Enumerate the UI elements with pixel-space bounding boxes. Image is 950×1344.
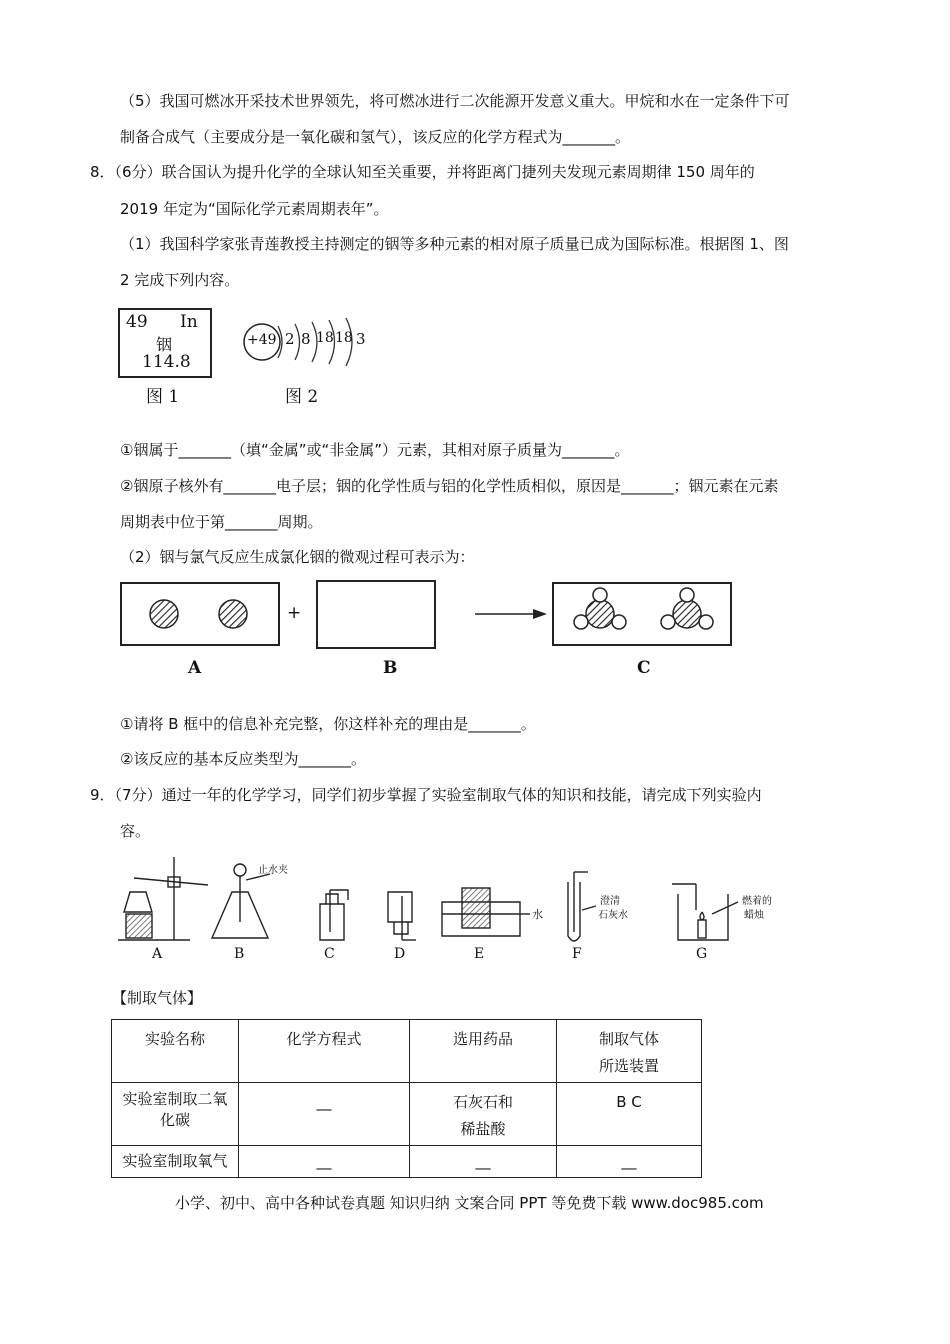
q9-stem-line2: 容。: [120, 822, 151, 840]
table-cell: __: [410, 1146, 557, 1178]
q8-stem-line1: 8．（6分）联合国认为提升化学的全球认知至关重要，并将距离门捷列夫发现元素周期律 150 周年的: [90, 163, 755, 181]
apparatus-diagram: [112, 852, 792, 970]
q7-part5-line2: 制备合成气（主要成分是一氧化碳和氢气），该反应的化学方程式为_______。: [120, 128, 631, 146]
label-a: A: [188, 658, 202, 678]
header-cell: 化学方程式: [239, 1020, 410, 1083]
reaction-plus: +: [287, 603, 302, 623]
q7-part5-line1: （5）我国可燃冰开采技术世界领先，将可燃冰进行二次能源开发意义重大。甲烷和水在一定条件下可: [120, 92, 790, 110]
reaction-diagram: [115, 578, 740, 688]
annot-limewater-1: 澄清: [600, 896, 620, 907]
table-cell: 石灰石和 稀盐酸: [410, 1083, 557, 1146]
apparatus-drawing: [112, 852, 792, 970]
app-label-a: A: [152, 946, 163, 962]
fig1-caption: 图 1: [146, 387, 180, 407]
app-label-f: F: [572, 946, 582, 962]
q8-part2-line: （2）铟与氯气反应生成氯化铟的微观过程可表示为：: [120, 548, 475, 566]
gas-prep-table: [111, 1019, 702, 1178]
q9-stem-line1: 9．（7分）通过一年的化学学习，同学们初步掌握了实验室制取气体的知识和技能，请完成下列实验内: [90, 786, 762, 804]
app-label-e: E: [474, 946, 485, 962]
element-card: [118, 308, 212, 378]
annot-candle-2: 蜡烛: [744, 910, 764, 921]
table-header-row: [112, 1020, 702, 1083]
table-cell: 实验室制取二氧 化碳: [112, 1083, 239, 1146]
page-footer: 小学、初中、高中各种试卷真题 知识归纳 文案合同 PPT 等免费下载 www.doc985.com: [175, 1194, 764, 1212]
header-cell: 选用药品: [410, 1020, 557, 1083]
app-label-b: B: [234, 946, 245, 962]
q8-part1-line2: 2 完成下列内容。: [120, 271, 240, 289]
table-cell: __: [557, 1146, 702, 1178]
shell-2: 8: [301, 330, 311, 348]
q8-sub2-line2: 周期表中位于第_______周期。: [120, 513, 323, 531]
annot-clamp: 止水夹: [258, 865, 288, 876]
shell-1: 2: [285, 330, 295, 348]
table-cell: B C: [557, 1083, 702, 1146]
annot-candle-1: 燃着的: [742, 896, 772, 907]
section-title: 【制取气体】: [112, 989, 203, 1007]
atom-structure: [240, 312, 370, 372]
q8-sub3-line: ①请将 B 框中的信息补充完整，你这样补充的理由是_______。: [120, 715, 536, 733]
shell-5: 3: [356, 330, 366, 348]
table-cell: __: [239, 1083, 410, 1146]
table-row: [112, 1083, 702, 1146]
atomic-number: 49: [126, 312, 148, 332]
shell-3: 18: [316, 330, 334, 346]
q8-sub1-line: ①铟属于_______（填“金属”或“非金属”）元素，其相对原子质量为_______。: [120, 441, 630, 459]
element-symbol: In: [180, 312, 198, 332]
label-b: B: [383, 658, 398, 678]
fig2-caption: 图 2: [285, 387, 319, 407]
element-name: 铟: [156, 335, 173, 354]
q8-sub4-line: ②该反应的基本反应类型为_______。: [120, 750, 366, 768]
shell-4: 18: [335, 330, 353, 346]
annot-limewater-2: 石灰水: [598, 910, 628, 921]
atomic-mass: 114.8: [142, 352, 191, 372]
q8-stem-line2: 2019 年定为“国际化学元素周期表年”。: [120, 200, 389, 218]
annot-water: 水: [532, 908, 543, 921]
table-row: [112, 1146, 702, 1178]
label-c: C: [637, 658, 651, 678]
app-label-c: C: [324, 946, 335, 962]
nucleus-charge: +49: [247, 332, 277, 348]
header-cell: 制取气体 所选装置: [557, 1020, 702, 1083]
table-cell: __: [239, 1146, 410, 1178]
app-label-g: G: [696, 946, 708, 962]
app-label-d: D: [394, 946, 406, 962]
table-cell: 实验室制取氧气: [112, 1146, 239, 1178]
q8-sub2-line1: ②铟原子核外有_______电子层；铟的化学性质与铝的化学性质相似，原因是_______；铟元素在元素: [120, 477, 779, 495]
q8-part1-line1: （1）我国科学家张青莲教授主持测定的铟等多种元素的相对原子质量已成为国际标准。根据图 1、图: [120, 235, 789, 253]
header-cell: 实验名称: [112, 1020, 239, 1083]
